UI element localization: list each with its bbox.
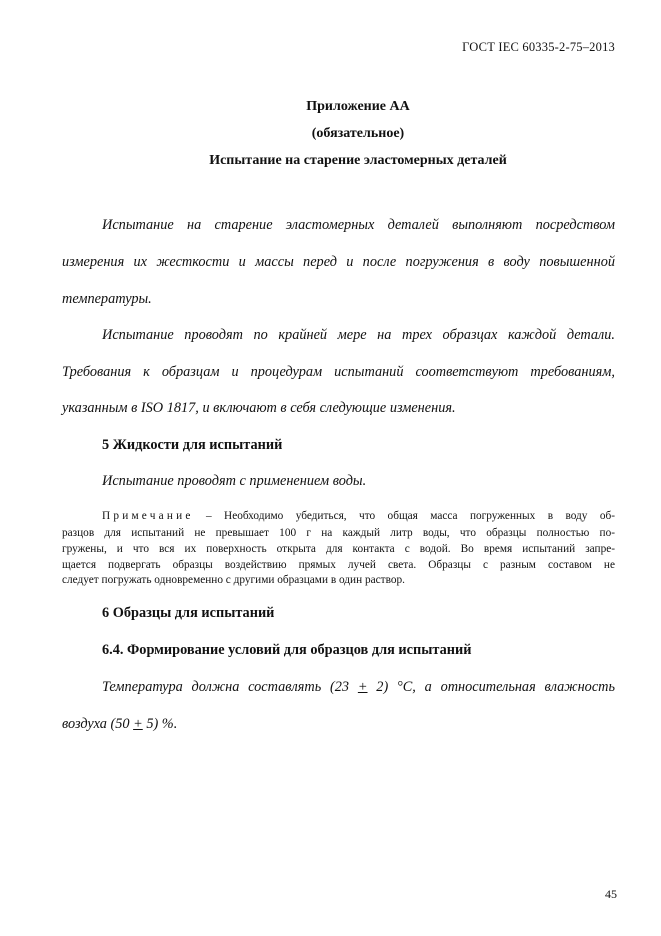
appendix-status: (обязательное) <box>311 126 405 141</box>
intro-p2-line1: Испытание проводят по крайней мере на трех образцах каждой детали. <box>102 327 615 343</box>
note-line-3: гружены, и что вся их поверхность открыта для контакта с водой. Во время испытаний запре- <box>62 543 615 555</box>
intro-p1-line1: Испытание на старение эластомерных деталей выполняют посредством <box>102 217 615 233</box>
note-line-4: щается подвергать образцы воздействию прямых лучей света. Образцы с разным составом не <box>62 559 615 571</box>
section-5-heading: 5 Жидкости для испытаний <box>102 437 283 453</box>
appendix-title: Приложение АА <box>306 99 410 114</box>
intro-p2-line2: Требования к образцам и процедурам испытаний соответствуют требованиям, <box>62 364 615 380</box>
note-line-2: разцов для испытаний не превышает 100 г на каждый литр воды, что образцы полностью по- <box>62 527 615 539</box>
temperature-text-end: 2) °С, а относительная влажность <box>367 679 616 695</box>
humidity-text-start: воздуха (50 <box>62 716 134 732</box>
intro-p1-line2: измерения их жесткости и массы перед и после погружения в воду повышенной <box>62 254 615 270</box>
note-line-1 <box>102 510 615 522</box>
temperature-text-start: Температура должна составлять (23 <box>102 679 358 695</box>
note-line-1-text: – Необходимо убедиться, что общая масса погруженных в воду об- <box>205 510 615 522</box>
section-5-text: Испытание проводят с применением воды. <box>102 473 367 489</box>
intro-p2-line3: указанным в ISO 1817, и включают в себя следующие изменения. <box>62 400 456 416</box>
section-6-heading: 6 Образцы для испытаний <box>102 605 275 621</box>
humidity-line <box>62 716 177 733</box>
appendix-subtitle: Испытание на старение эластомерных деталей <box>209 153 507 168</box>
intro-p1-line3: температуры. <box>62 291 152 307</box>
humidity-text-end: 5) %. <box>142 716 178 732</box>
page-number: 45 <box>605 887 617 901</box>
note-label: Примечание <box>102 510 194 522</box>
section-6-4-heading: 6.4. Формирование условий для образцов для испытаний <box>102 642 472 658</box>
note-line-5: следует погружать одновременно с другими образцами в один раствор. <box>62 574 405 586</box>
plus-minus-sign: + <box>133 716 143 732</box>
temperature-line <box>102 679 615 696</box>
plus-minus-sign: + <box>357 679 368 695</box>
standard-header: ГОСТ IEC 60335-2-75–2013 <box>462 40 615 54</box>
